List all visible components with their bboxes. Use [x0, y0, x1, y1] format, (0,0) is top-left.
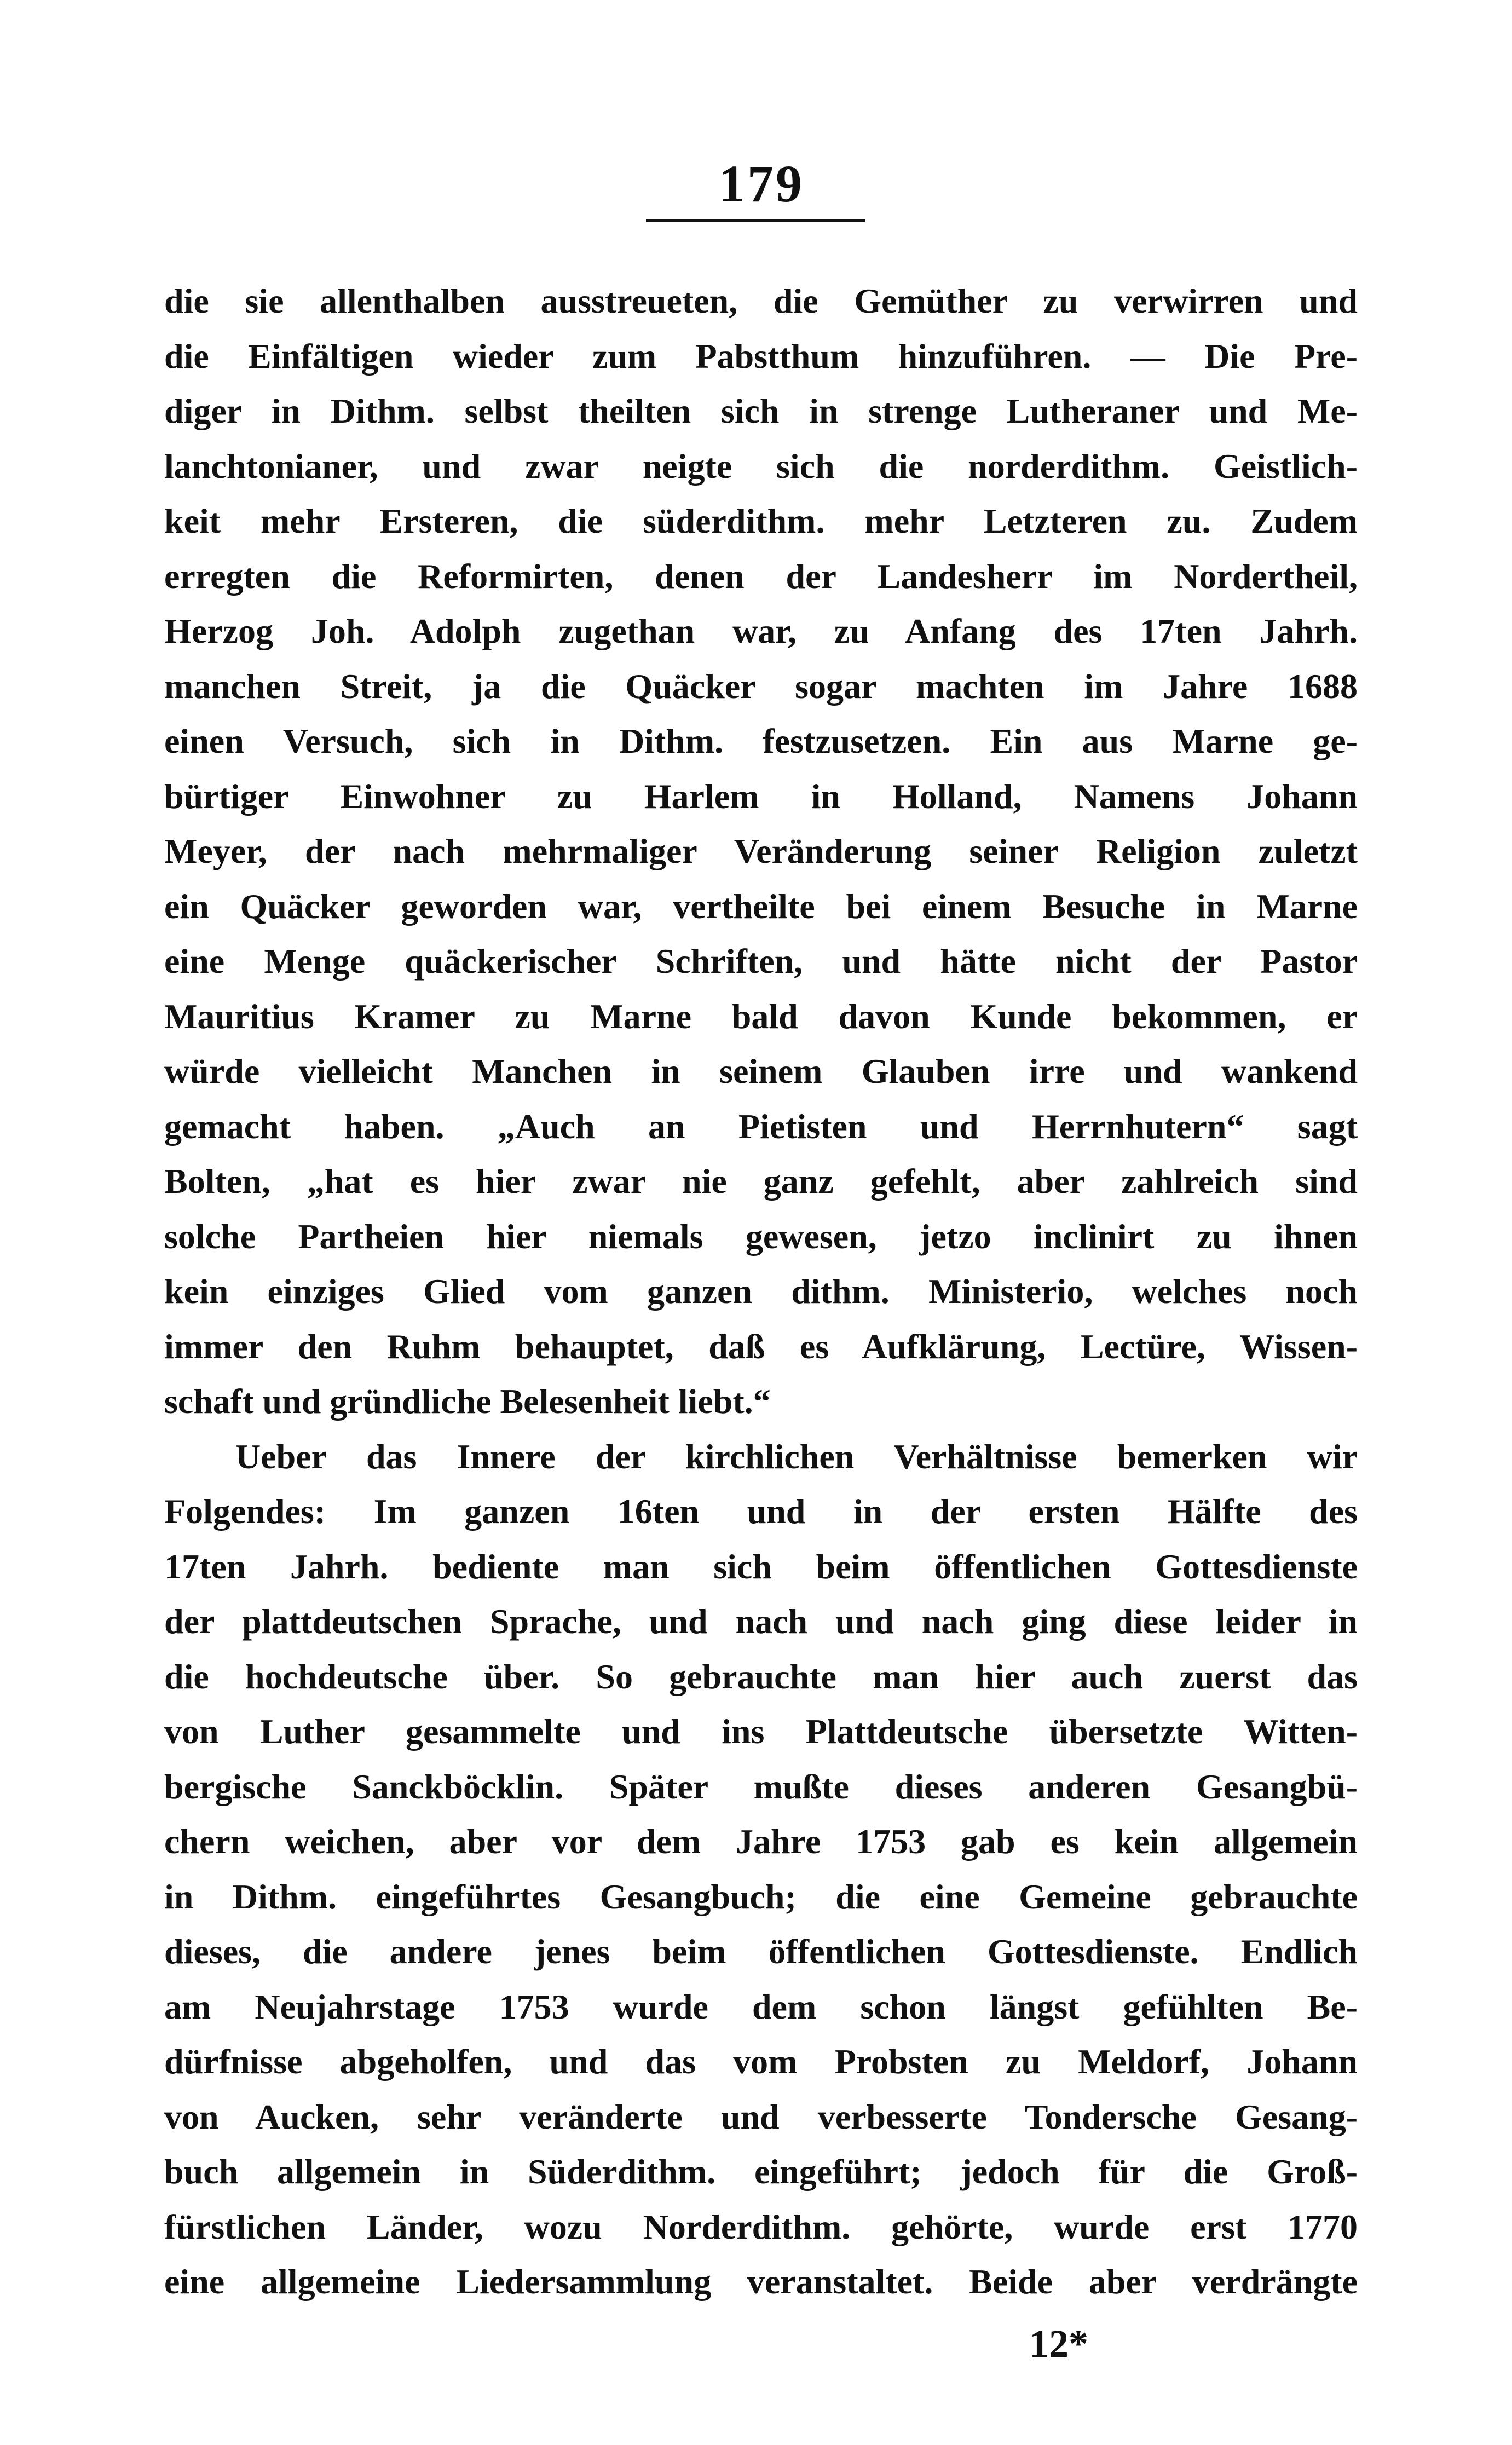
text-line: diger in Dithm. selbst theilten sich in strenge Lutheraner und Me-: [164, 391, 1358, 430]
text-line: bergische Sanckböcklin. Später mußte dieses anderen Gesangbü-: [164, 1767, 1358, 1806]
text-line: immer den Ruhm behauptet, daß es Aufklärung, Lectüre, Wissen-: [164, 1327, 1358, 1366]
text-line: kein einziges Glied vom ganzen dithm. Ministerio, welches noch: [164, 1272, 1358, 1311]
text-line: Mauritius Kramer zu Marne bald davon Kunde bekommen, er: [164, 996, 1358, 1036]
text-line: in Dithm. eingeführtes Gesangbuch; die eine Gemeine gebrauchte: [164, 1877, 1358, 1916]
text-line: von Aucken, sehr veränderte und verbesserte Tondersche Gesang-: [164, 2097, 1358, 2136]
text-line: am Neujahrstage 1753 wurde dem schon längst gefühlten Be-: [164, 1987, 1358, 2026]
signature-mark: 12*: [1029, 2322, 1088, 2366]
text-line: gemacht haben. „Auch an Pietisten und Herrnhutern“ sagt: [164, 1106, 1358, 1146]
page-number: 179: [719, 154, 804, 213]
text-line: 17ten Jahrh. bediente man sich beim öffentlichen Gottesdienste: [164, 1547, 1358, 1586]
text-line: Herzog Joh. Adolph zugethan war, zu Anfang des 17ten Jahrh.: [164, 612, 1358, 650]
text-line: solche Partheien hier niemals gewesen, jetzo inclinirt zu ihnen: [164, 1216, 1358, 1256]
text-line: würde vielleicht Manchen in seinem Glauben irre und wankend: [164, 1052, 1358, 1091]
text-line: chern weichen, aber vor dem Jahre 1753 gab es kein allgemein: [164, 1822, 1358, 1861]
text-line: Ueber das Innere der kirchlichen Verhältnisse bemerken wir: [235, 1437, 1358, 1476]
text-line: eine allgemeine Liedersammlung veranstaltet. Beide aber verdrängte: [164, 2262, 1358, 2301]
text-line: ein Quäcker geworden war, vertheilte bei einem Besuche in Marne: [164, 886, 1358, 926]
text-line: die sie allenthalben ausstreueten, die Gemüther zu verwirren und: [164, 281, 1358, 320]
text-line: Bolten, „hat es hier zwar nie ganz gefehlt, aber zahlreich sind: [164, 1162, 1358, 1201]
text-line: buch allgemein in Süderdithm. eingeführt; jedoch für die Groß-: [164, 2152, 1358, 2191]
text-line: erregten die Reformirten, denen der Landesherr im Nordertheil,: [164, 556, 1358, 596]
text-line: Folgendes: Im ganzen 16ten und in der ersten Hälfte des: [164, 1492, 1358, 1531]
text-line: schaft und gründliche Belesenheit liebt.“: [164, 1382, 771, 1421]
text-line: der plattdeutschen Sprache, und nach und nach ging diese leider in: [164, 1602, 1358, 1641]
header-rule: [646, 219, 865, 222]
text-line: eine Menge quäckerischer Schriften, und hätte nicht der Pastor: [164, 942, 1358, 981]
text-line: die hochdeutsche über. So gebrauchte man hier auch zuerst das: [164, 1657, 1358, 1696]
text-line: fürstlichen Länder, wozu Norderdithm. gehörte, wurde erst 1770: [164, 2207, 1358, 2246]
text-line: bürtiger Einwohner zu Harlem in Holland, Namens Johann: [164, 776, 1358, 816]
body-text: [164, 274, 1358, 2310]
text-line: dieses, die andere jenes beim öffentlichen Gottesdienste. Endlich: [164, 1932, 1358, 1971]
text-line: manchen Streit, ja die Quäcker sogar machten im Jahre 1688: [164, 666, 1358, 706]
text-line: einen Versuch, sich in Dithm. festzusetzen. Ein aus Marne ge-: [164, 722, 1358, 760]
text-line: von Luther gesammelte und ins Plattdeutsche übersetzte Witten-: [164, 1712, 1358, 1751]
text-line: Meyer, der nach mehrmaliger Veränderung seiner Religion zuletzt: [164, 832, 1358, 870]
text-line: lanchtonianer, und zwar neigte sich die norderdithm. Geistlich-: [164, 446, 1358, 486]
text-line: dürfnisse abgeholfen, und das vom Probsten zu Meldorf, Johann: [164, 2042, 1358, 2081]
text-line: keit mehr Ersteren, die süderdithm. mehr Letzteren zu. Zudem: [164, 501, 1358, 540]
text-line: die Einfältigen wieder zum Pabstthum hinzuführen. — Die Pre-: [164, 336, 1358, 376]
